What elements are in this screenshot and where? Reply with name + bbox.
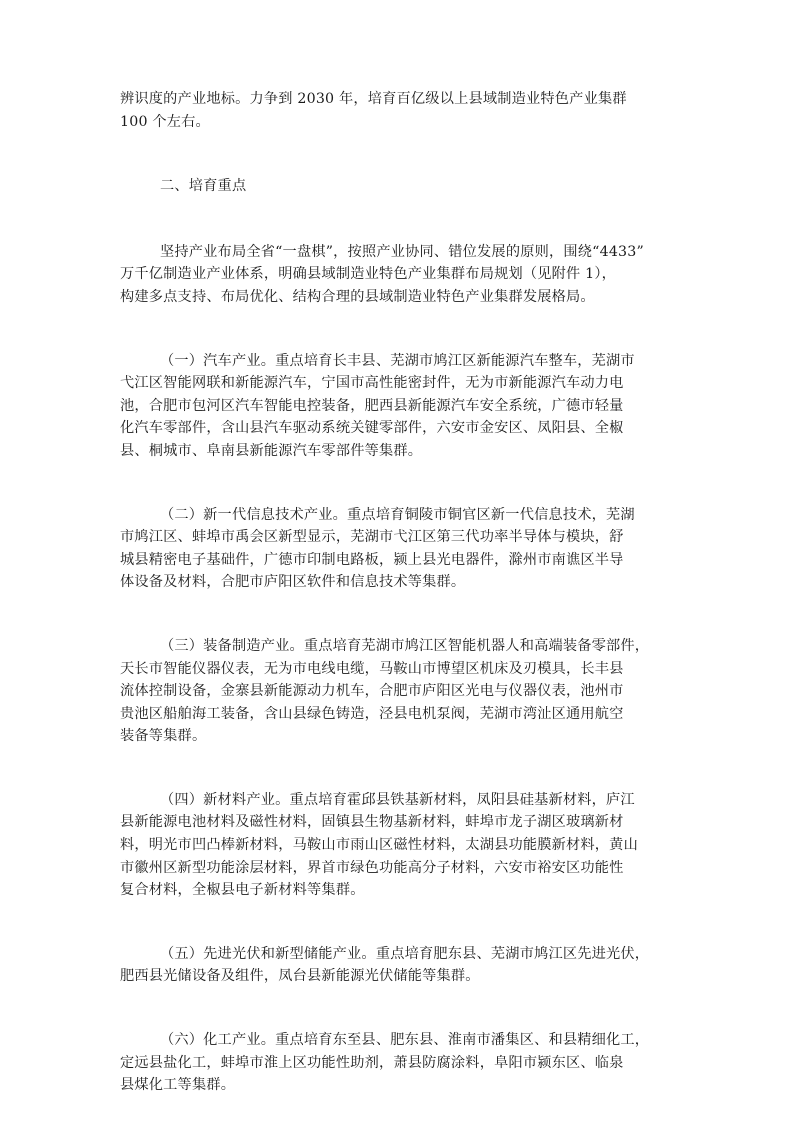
text-line: （三）装备制造产业。重点培育芜湖市鸠江区智能机器人和高端装备零部件， (160, 637, 650, 654)
text-line: （四）新材料产业。重点培育霍邱县铁基新材料，凤阳县硅基新材料，庐江 (160, 791, 635, 808)
paragraph-layout (120, 241, 675, 309)
text-line: 县新能源电池材料及磁性材料，固镇县生物基新材料，蚌埠市龙子湖区玻璃新材 (120, 814, 624, 831)
text-line: 流体控制设备，金寨县新能源动力机车，合肥市庐阳区光电与仪器仪表，池州市 (120, 683, 624, 700)
paragraph-equipment (120, 635, 675, 748)
text-line: 构建多点支持、布局优化、结构合理的县域制造业特色产业集群发展格局。 (120, 288, 595, 305)
text-line: 贵池区船舶海工装备，含山县绿色铸造，泾县电机泵阀，芜湖市湾沚区通用航空 (120, 705, 624, 722)
text-line: 县、桐城市、阜南县新能源汽车零部件等集群。 (120, 442, 423, 459)
text-line: 城县精密电子基础件，广德市印制电路板，颍上县光电器件，滁州市南谯区半导 (120, 551, 624, 568)
text-line: 市鸠江区、蚌埠市禹会区新型显示，芜湖市弋江区第三代功率半导体与模块，舒 (120, 529, 624, 546)
text-line: 体设备及材料，合肥市庐阳区软件和信息技术等集群。 (120, 574, 466, 591)
paragraph-intro-continuation (120, 88, 675, 133)
paragraph-materials (120, 789, 675, 902)
text-line: 化汽车零部件，含山县汽车驱动系统关键零部件，六安市金安区、凤阳县、全椒 (120, 420, 624, 437)
text-line: 料，明光市凹凸棒新材料，马鞍山市雨山区磁性材料，太湖县功能膜新材料，黄山 (120, 837, 638, 854)
text-line: 复合材料，全椒县电子新材料等集群。 (120, 882, 365, 899)
text-line: 辨识度的产业地标。力争到 2030 年，培育百亿级以上县域制造业特色产业集群 (120, 91, 627, 107)
document-page (120, 88, 675, 1097)
text-line: 市徽州区新型功能涂层材料，界首市绿色功能高分子材料，六安市裕安区功能性 (120, 859, 624, 876)
text-line: 弋江区智能网联和新能源汽车，宁国市高性能密封件，无为市新能源汽车动力电 (120, 375, 624, 392)
paragraph-it (120, 504, 675, 594)
text-line: 天长市智能仪器仪表，无为市电线电缆，马鞍山市博望区机床及刃模具，长丰县 (120, 660, 624, 677)
paragraph-automotive (120, 350, 675, 463)
text-line: 肥西县光储设备及组件，凤台县新能源光伏储能等集群。 (120, 968, 480, 985)
text-line: （五）先进光伏和新型储能产业。重点培育肥东县、芜湖市鸠江区先进光伏， (160, 945, 650, 962)
text-line: （六）化工产业。重点培育东至县、肥东县、淮南市潘集区、和县精细化工， (160, 1032, 650, 1049)
text-line: （一）汽车产业。重点培育长丰县、芜湖市鸠江区新能源汽车整车，芜湖市 (160, 352, 635, 369)
section-heading (120, 175, 675, 198)
paragraph-photovoltaic (120, 943, 675, 988)
text-line: 定远县盐化工，蚌埠市淮上区功能性助剂，萧县防腐涂料，阜阳市颍东区、临泉 (120, 1054, 624, 1071)
text-line: 100 个左右。 (120, 113, 210, 130)
text-line: （二）新一代信息技术产业。重点培育铜陵市铜官区新一代信息技术，芜湖 (160, 506, 635, 523)
text-line: 二、培育重点 (160, 178, 247, 195)
text-line: 池，合肥市包河区汽车智能电控装备，肥西县新能源汽车安全系统，广德市轻量 (120, 397, 624, 414)
text-line: 装备等集群。 (120, 728, 207, 745)
paragraph-chemical (120, 1029, 675, 1097)
text-line: 万千亿制造业产业体系，明确县域制造业特色产业集群布局规划（见附件 1）， (120, 266, 617, 283)
text-line: 县煤化工等集群。 (120, 1077, 236, 1094)
text-line: 坚持产业布局全省“一盘棋”，按照产业协同、错位发展的原则，围绕“4433” (160, 243, 644, 260)
